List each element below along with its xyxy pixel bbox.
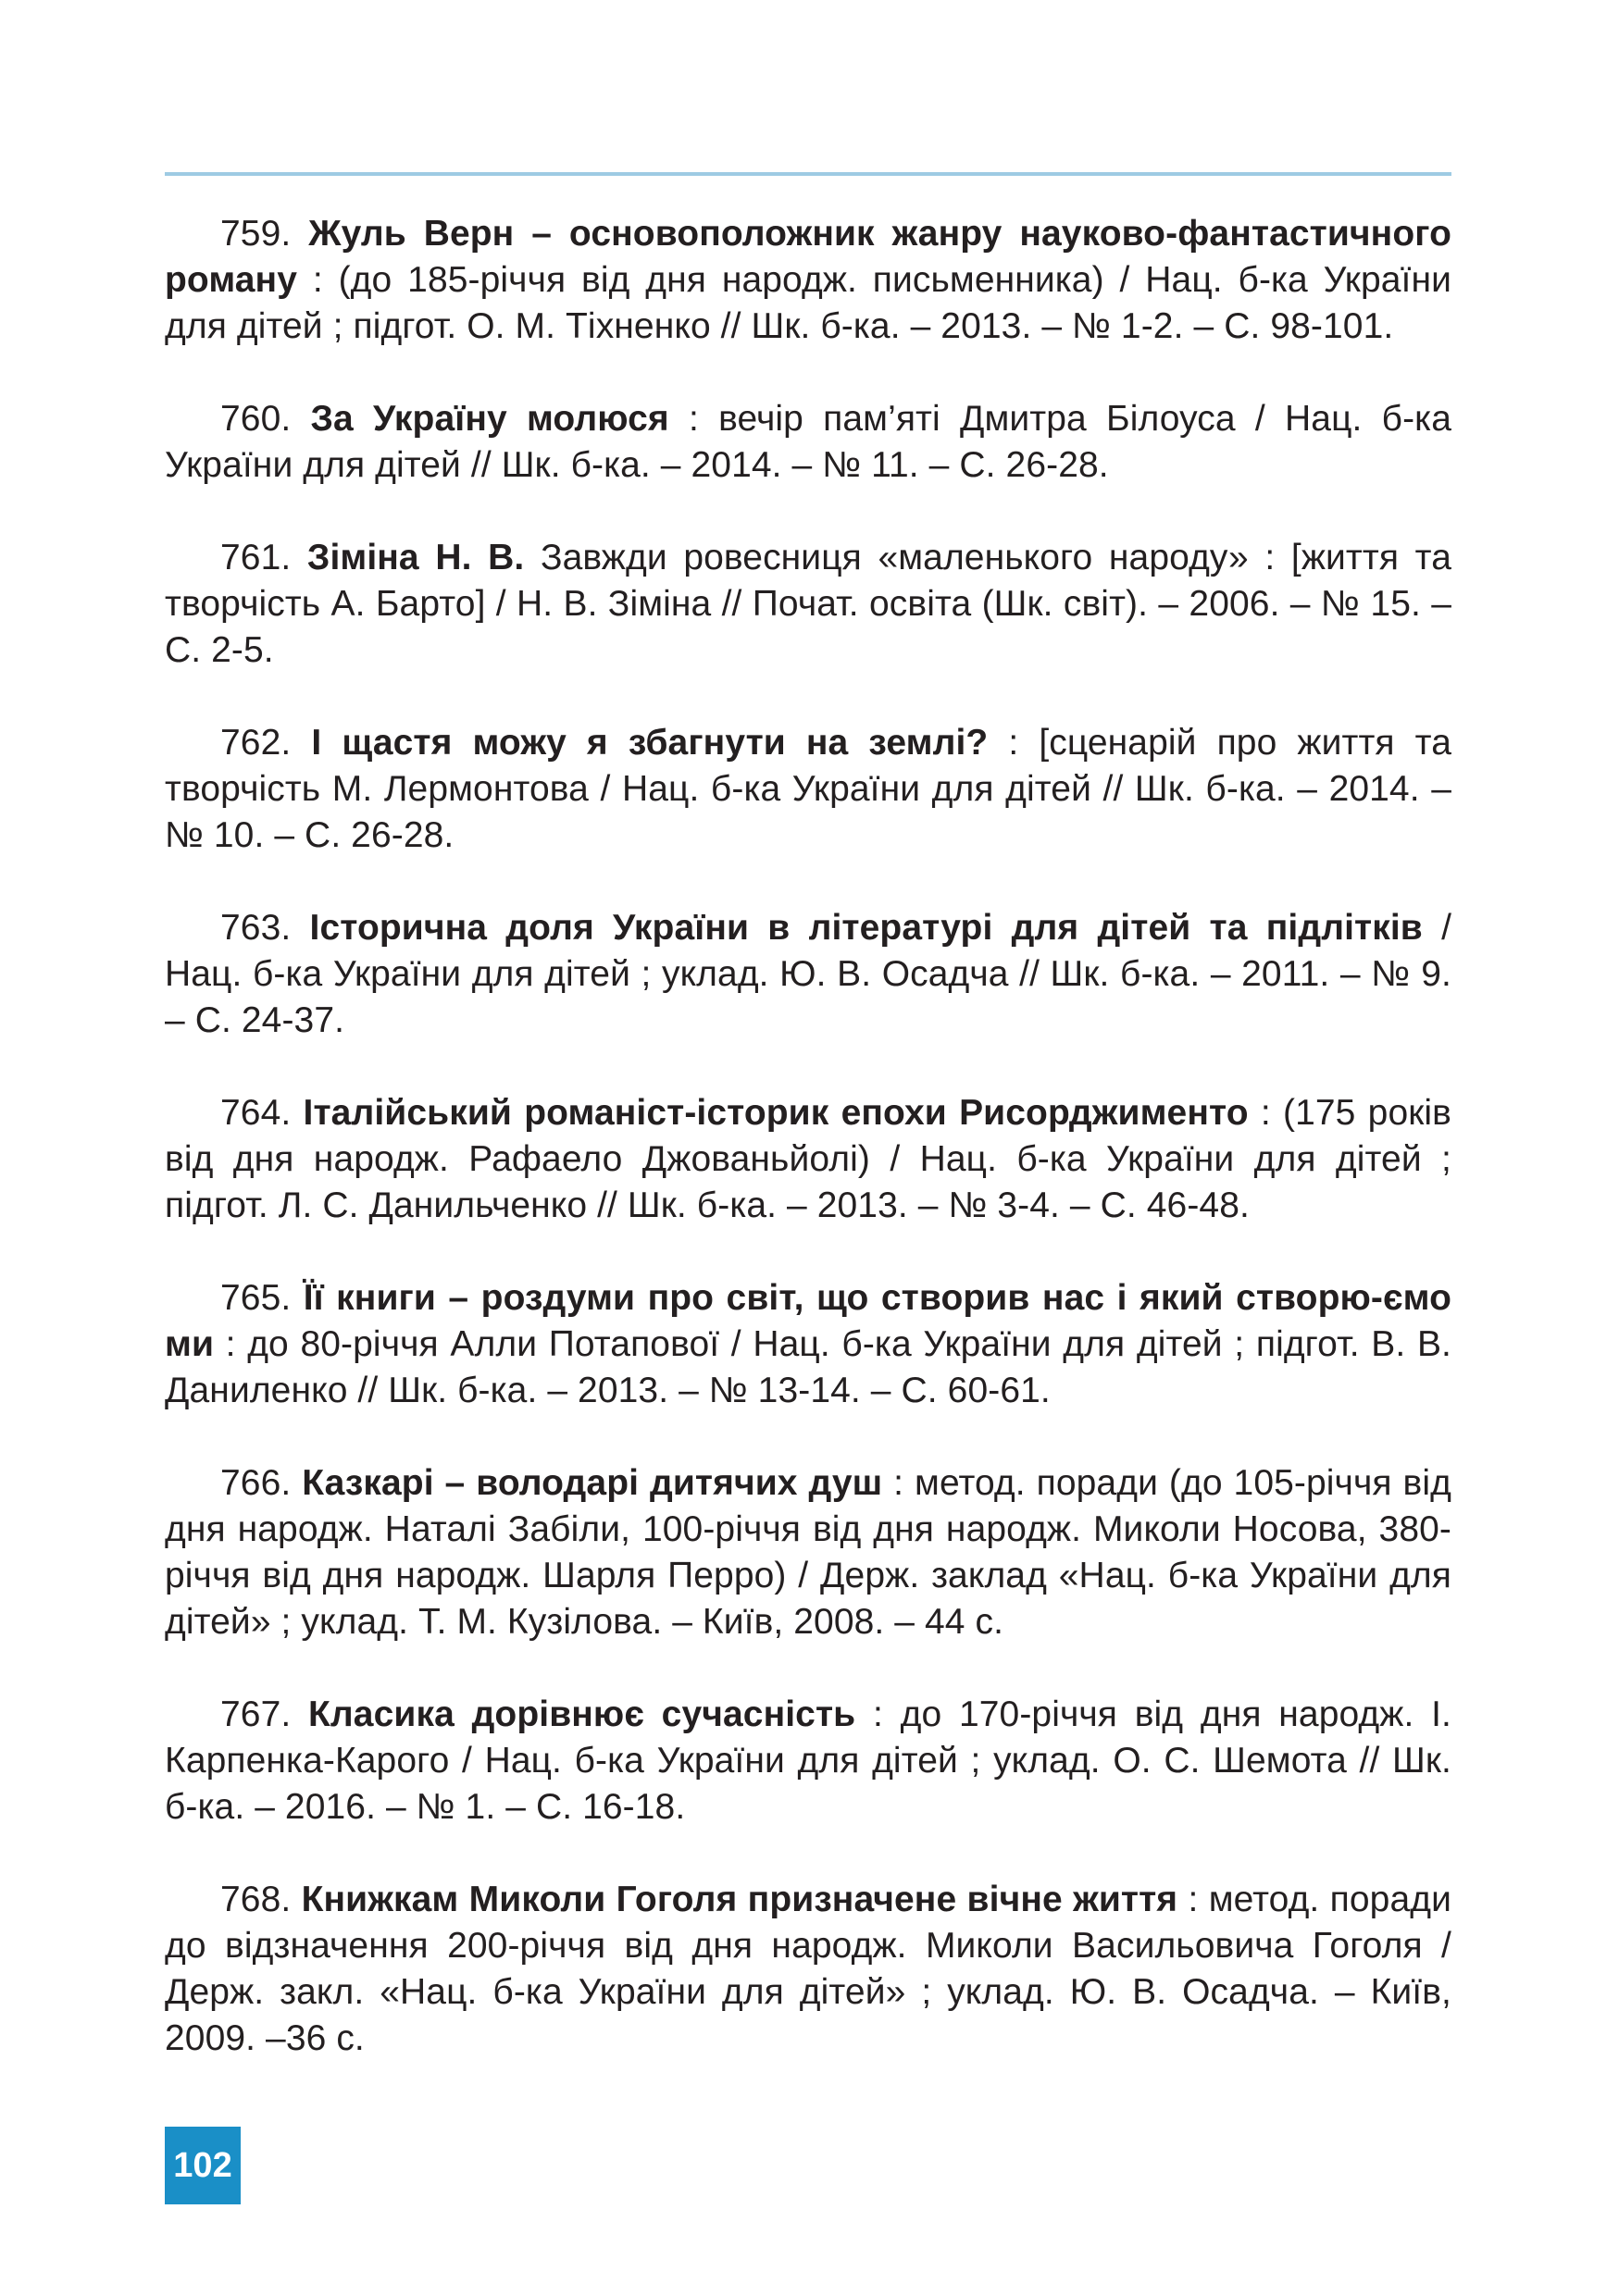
entry-details: : (до 185-річчя від дня народж. письменника) / Нац. б-ка України для дітей ; підгот. О. М. Тіхненко // Шк. б-ка. – 2013. – № 1-2. – С. 98-101.: [165, 260, 1451, 346]
bibliography-entry: [165, 1877, 1451, 2062]
entry-number: 764.: [220, 1093, 304, 1133]
header-rule: [165, 172, 1451, 176]
entry-details: Завжди ровесниця «маленького народу» : [життя та творчість А. Барто] / Н. В. Зіміна // Почат. освіта (Шк. світ). – 2006. – № 15. – С. 2-5.: [165, 538, 1451, 670]
bibliography-entry: [165, 1460, 1451, 1645]
entry-number: 763.: [220, 908, 310, 948]
entry-number: 761.: [220, 538, 307, 577]
entry-title: Жуль Верн – основоположник жанру науково-фантастичного роману: [165, 214, 1451, 300]
entry-details: : вечір пам’яті Дмитра Білоуса / Нац. б-ка України для дітей // Шк. б-ка. – 2014. – № 11. – С. 26-28.: [165, 399, 1451, 485]
entry-title: Казкарі – володарі дитячих душ: [302, 1463, 883, 1503]
entry-number: 760.: [220, 399, 311, 439]
entry-title: Книжкам Миколи Гоголя призначене вічне життя: [301, 1880, 1178, 1919]
entry-number: 765.: [220, 1278, 304, 1318]
entry-title: За Україну молюся: [310, 399, 669, 439]
entry-title: Історична доля України в літературі для дітей та підлітків: [309, 908, 1423, 948]
entry-details: : (175 років від дня народж. Рафаело Джованьйолі) / Нац. б-ка України для дітей ; підгот. Л. С. Данильченко // Шк. б-ка. – 2013. – № 3-4. – С. 46-48.: [165, 1093, 1451, 1225]
entry-number: 768.: [220, 1880, 302, 1919]
bibliography-entry: [165, 1275, 1451, 1414]
entry-title: Італійський романіст-історик епохи Рисорджименто: [303, 1093, 1249, 1133]
entry-details: : до 80-річчя Алли Потапової / Нац. б-ка України для дітей ; підгот. В. В. Даниленко // Шк. б-ка. – 2013. – № 13-14. – С. 60-61.: [165, 1324, 1451, 1410]
entry-title: Її книги – роздуми про світ, що створив нас і який створю-ємо ми: [165, 1278, 1451, 1364]
entry-number: 766.: [220, 1463, 303, 1503]
bibliography-list: [165, 211, 1451, 2108]
entry-details: : [сценарій про життя та творчість М. Лермонтова / Нац. б-ка України для дітей // Шк. б-ка. – 2014. – № 10. – С. 26-28.: [165, 723, 1451, 855]
entry-details: : до 170-річчя від дня народж. І. Карпенка-Карого / Нац. б-ка України для дітей ; уклад. О. С. Шемота // Шк. б-ка. – 2016. – № 1. – С. 16-18.: [165, 1694, 1451, 1827]
bibliography-entry: [165, 396, 1451, 489]
bibliography-entry: [165, 1692, 1451, 1831]
entry-title: Класика дорівнює сучасність: [308, 1694, 856, 1734]
entry-details: : метод. поради до відзначення 200-річчя від дня народж. Миколи Васильовича Гоголя / Держ. закл. «Нац. б-ка України для дітей» ; уклад. Ю. В. Осадча. – Київ, 2009. –36 с.: [165, 1880, 1451, 2058]
entry-number: 759.: [220, 214, 309, 254]
page-number: 102: [165, 2127, 241, 2204]
bibliography-entry: [165, 905, 1451, 1044]
entry-details: : метод. поради (до 105-річчя від дня народж. Наталі Забіли, 100-річчя від дня народж. Миколи Носова, 380-річчя від дня народж. Шарля Перро) / Держ. заклад «Нац. б-ка України для дітей» ; уклад. Т. М. Кузілова. – Київ, 2008. – 44 с.: [165, 1463, 1451, 1642]
entry-title: Зіміна Н. В.: [306, 538, 525, 577]
entry-number: 762.: [220, 723, 312, 763]
bibliography-entry: [165, 535, 1451, 674]
entry-title: І щастя можу я збагнути на землі?: [311, 723, 989, 763]
bibliography-entry: [165, 720, 1451, 859]
bibliography-entry: [165, 1090, 1451, 1229]
entry-number: 767.: [220, 1694, 309, 1734]
entry-details: / Нац. б-ка України для дітей ; уклад. Ю. В. Осадча // Шк. б-ка. – 2011. – № 9. – С. 24-37.: [165, 908, 1452, 1040]
bibliography-entry: [165, 211, 1451, 350]
